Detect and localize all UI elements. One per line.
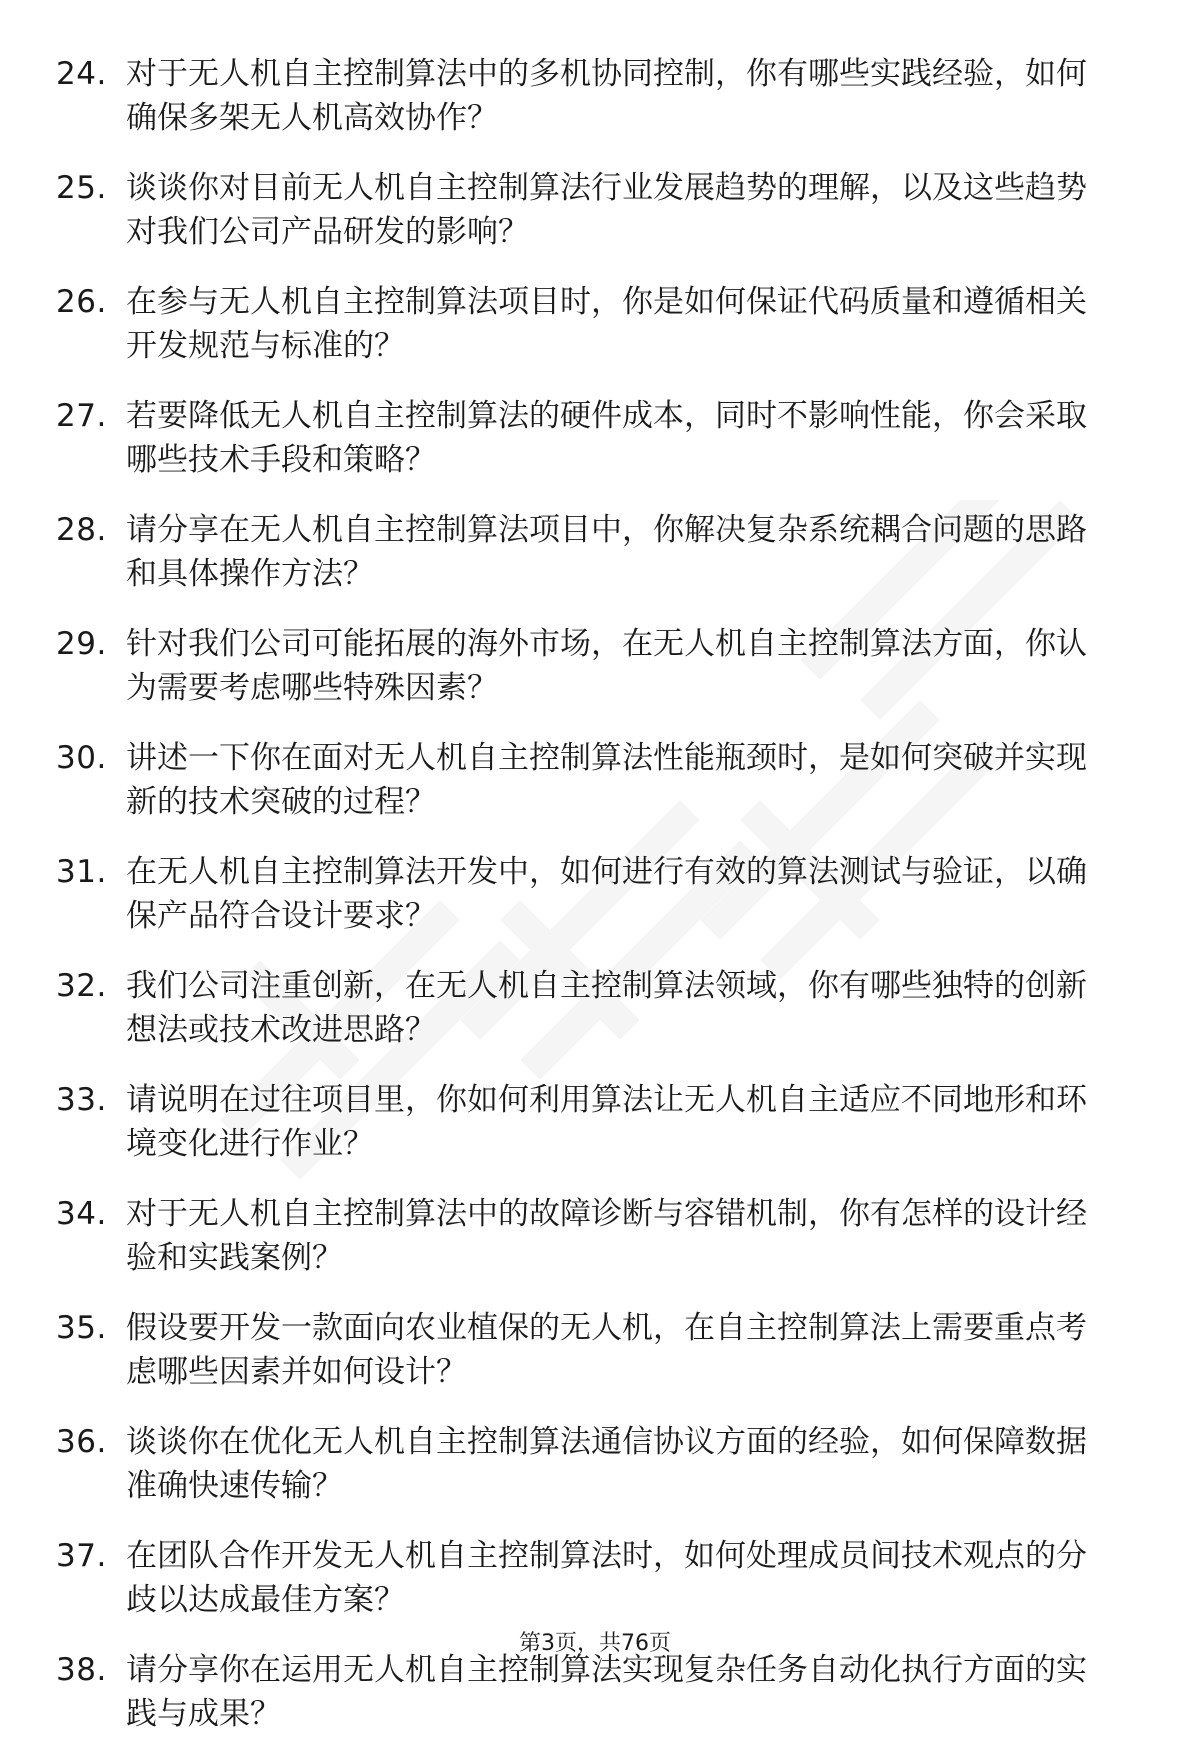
list-item <box>56 1534 1136 1622</box>
question-text: 请分享你在运用无人机自主控制算法实现复杂任务自动化执行方面的实践与成果？ <box>126 1652 1087 1732</box>
question-number: 27. <box>56 398 107 434</box>
list-item <box>56 850 1136 938</box>
question-text: 在团队合作开发无人机自主控制算法时，如何处理成员间技术观点的分歧以达成最佳方案？ <box>126 1538 1087 1618</box>
question-number: 34. <box>56 1196 107 1232</box>
question-text: 谈谈你在优化无人机自主控制算法通信协议方面的经验，如何保障数据准确快速传输？ <box>126 1424 1087 1504</box>
question-number: 36. <box>56 1424 107 1460</box>
question-text: 请说明在过往项目里，你如何利用算法让无人机自主适应不同地形和环境变化进行作业？ <box>126 1082 1087 1162</box>
question-number: 24. <box>56 56 107 92</box>
question-text: 在无人机自主控制算法开发中，如何进行有效的算法测试与验证，以确保产品符合设计要求？ <box>126 854 1087 934</box>
question-text: 谈谈你对目前无人机自主控制算法行业发展趋势的理解，以及这些趋势对我们公司产品研发的影响？ <box>126 170 1087 250</box>
page-footer <box>0 1630 1190 1658</box>
list-item <box>56 166 1136 254</box>
list-item <box>56 1192 1136 1280</box>
list-item <box>56 1306 1136 1394</box>
question-number: 30. <box>56 740 107 776</box>
question-number: 26. <box>56 284 107 320</box>
question-number: 32. <box>56 968 107 1004</box>
question-text: 讲述一下你在面对无人机自主控制算法性能瓶颈时，是如何突破并实现新的技术突破的过程？ <box>126 740 1087 820</box>
question-text: 请分享在无人机自主控制算法项目中，你解决复杂系统耦合问题的思路和具体操作方法？ <box>126 512 1087 592</box>
list-item <box>56 394 1136 482</box>
list-item <box>56 622 1136 710</box>
question-number: 25. <box>56 170 107 206</box>
question-text: 对于无人机自主控制算法中的故障诊断与容错机制，你有怎样的设计经验和实践案例？ <box>126 1196 1087 1276</box>
question-number: 28. <box>56 512 107 548</box>
list-item <box>56 736 1136 824</box>
question-number: 29. <box>56 626 107 662</box>
question-text: 针对我们公司可能拓展的海外市场，在无人机自主控制算法方面，你认为需要考虑哪些特殊因素？ <box>126 626 1087 706</box>
list-item <box>56 52 1136 140</box>
question-number: 33. <box>56 1082 107 1118</box>
question-number: 37. <box>56 1538 107 1574</box>
list-item <box>56 508 1136 596</box>
question-text: 对于无人机自主控制算法中的多机协同控制，你有哪些实践经验，如何确保多架无人机高效协作？ <box>126 56 1087 136</box>
question-number: 38. <box>56 1652 107 1688</box>
question-text: 我们公司注重创新，在无人机自主控制算法领域，你有哪些独特的创新想法或技术改进思路？ <box>126 968 1087 1048</box>
question-number: 31. <box>56 854 107 890</box>
question-text: 在参与无人机自主控制算法项目时，你是如何保证代码质量和遵循相关开发规范与标准的？ <box>126 284 1087 364</box>
list-item <box>56 1078 1136 1166</box>
question-list <box>56 52 1136 1762</box>
question-text: 若要降低无人机自主控制算法的硬件成本，同时不影响性能，你会采取哪些技术手段和策略？ <box>126 398 1087 478</box>
list-item <box>56 1420 1136 1508</box>
list-item <box>56 964 1136 1052</box>
list-item <box>56 1648 1136 1736</box>
question-text: 假设要开发一款面向农业植保的无人机，在自主控制算法上需要重点考虑哪些因素并如何设计？ <box>126 1310 1087 1390</box>
list-item <box>56 280 1136 368</box>
page-number-label: 第3页，共76页 <box>519 1631 671 1656</box>
question-number: 35. <box>56 1310 107 1346</box>
